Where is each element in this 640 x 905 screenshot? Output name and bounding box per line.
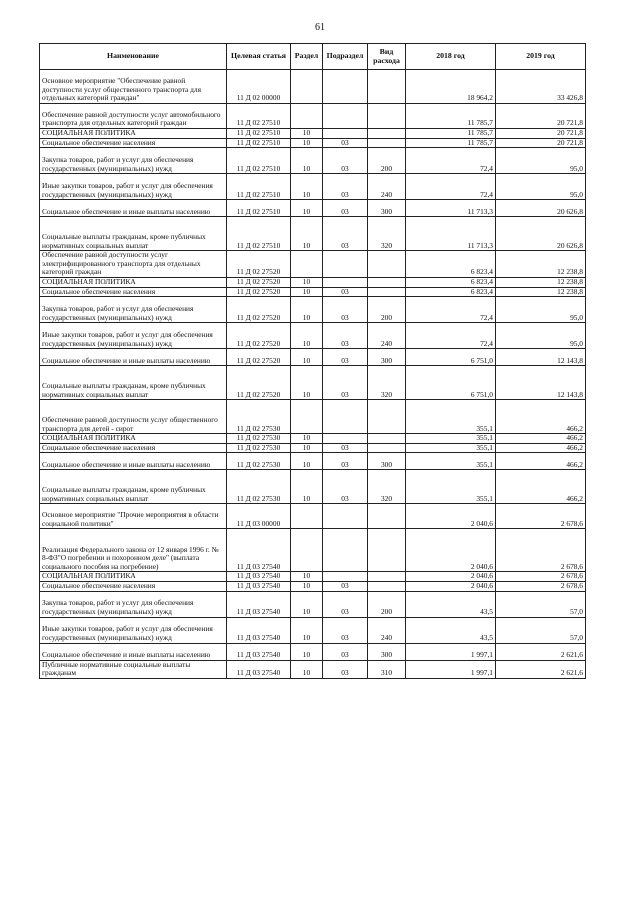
table-header-row — [40, 44, 586, 70]
header-section: Раздел — [291, 44, 323, 70]
table-row — [40, 400, 586, 434]
row-expense-type: 320 — [368, 366, 406, 400]
row-section: 10 — [291, 287, 323, 297]
row-value-2019: 12 238,8 — [496, 277, 586, 287]
row-section: 10 — [291, 349, 323, 366]
row-section: 10 — [291, 138, 323, 148]
row-value-2019: 95,0 — [496, 323, 586, 349]
row-name: Иные закупки товаров, работ и услуг для обеспечения государственных (муниципальных) нужд — [40, 617, 227, 643]
row-section: 10 — [291, 572, 323, 582]
row-value-2018: 11 713,3 — [406, 217, 496, 251]
row-expense-type — [368, 70, 406, 104]
row-expense-type — [368, 287, 406, 297]
row-expense-type — [368, 504, 406, 529]
row-article: 11 Д 03 00000 — [227, 504, 291, 529]
row-section — [291, 104, 323, 129]
row-value-2019: 2 678,6 — [496, 572, 586, 582]
row-name: Социальное обеспечение и иные выплаты населению — [40, 200, 227, 217]
row-value-2018: 1 997,1 — [406, 643, 496, 660]
row-value-2018: 6 751,0 — [406, 366, 496, 400]
row-value-2018: 43,5 — [406, 617, 496, 643]
row-name: Социальное обеспечение и иные выплаты населению — [40, 453, 227, 470]
row-value-2018: 6 751,0 — [406, 349, 496, 366]
row-article: 11 Д 02 27510 — [227, 129, 291, 139]
row-name: СОЦИАЛЬНАЯ ПОЛИТИКА — [40, 434, 227, 444]
row-name: Закупка товаров, работ и услуг для обеспечения государственных (муниципальных) нужд — [40, 148, 227, 174]
row-value-2018: 1 997,1 — [406, 660, 496, 678]
row-section: 10 — [291, 323, 323, 349]
row-section: 10 — [291, 297, 323, 323]
row-name: Социальное обеспечение населения — [40, 287, 227, 297]
table-row — [40, 148, 586, 174]
table-row — [40, 529, 586, 572]
row-article: 11 Д 02 27520 — [227, 366, 291, 400]
row-expense-type: 320 — [368, 217, 406, 251]
row-subsection — [323, 572, 368, 582]
row-expense-type: 200 — [368, 297, 406, 323]
row-subsection: 03 — [323, 217, 368, 251]
row-section: 10 — [291, 581, 323, 591]
row-section: 10 — [291, 366, 323, 400]
row-section: 10 — [291, 453, 323, 470]
row-subsection — [323, 277, 368, 287]
header-2018: 2018 год — [406, 44, 496, 70]
table-row — [40, 200, 586, 217]
row-subsection — [323, 104, 368, 129]
row-section: 10 — [291, 148, 323, 174]
row-subsection: 03 — [323, 323, 368, 349]
table-body — [40, 70, 586, 679]
row-name: Публичные нормативные социальные выплаты гражданам — [40, 660, 227, 678]
row-section — [291, 70, 323, 104]
row-value-2018: 2 040,6 — [406, 529, 496, 572]
table-row — [40, 591, 586, 617]
row-article: 11 Д 02 27530 — [227, 443, 291, 453]
row-subsection: 03 — [323, 174, 368, 200]
row-value-2019: 2 678,6 — [496, 581, 586, 591]
row-subsection: 03 — [323, 200, 368, 217]
row-article: 11 Д 02 27530 — [227, 453, 291, 470]
row-value-2019: 12 238,8 — [496, 251, 586, 278]
header-name: Наименование — [40, 44, 227, 70]
row-name: Реализация Федерального закона от 12 января 1996 г. № 8-ФЗ"О погребении и похоронном деле" (выплата социального пособия на погребение) — [40, 529, 227, 572]
row-value-2018: 18 964,2 — [406, 70, 496, 104]
table-row — [40, 251, 586, 278]
row-name: Социальные выплаты гражданам, кроме публичных нормативных социальных выплат — [40, 217, 227, 251]
row-section: 10 — [291, 174, 323, 200]
row-subsection: 03 — [323, 148, 368, 174]
row-value-2018: 355,1 — [406, 443, 496, 453]
row-expense-type: 300 — [368, 453, 406, 470]
row-name: Иные закупки товаров, работ и услуг для обеспечения государственных (муниципальных) нужд — [40, 174, 227, 200]
table-row — [40, 470, 586, 504]
row-value-2019: 20 721,8 — [496, 138, 586, 148]
row-article: 11 Д 03 27540 — [227, 591, 291, 617]
table-row — [40, 643, 586, 660]
row-value-2018: 355,1 — [406, 470, 496, 504]
row-article: 11 Д 02 27520 — [227, 251, 291, 278]
row-value-2018: 72,4 — [406, 297, 496, 323]
row-subsection — [323, 251, 368, 278]
row-name: Иные закупки товаров, работ и услуг для обеспечения государственных (муниципальных) нужд — [40, 323, 227, 349]
row-subsection: 03 — [323, 470, 368, 504]
table-row — [40, 217, 586, 251]
table-row — [40, 366, 586, 400]
row-section: 10 — [291, 443, 323, 453]
row-article: 11 Д 02 27510 — [227, 138, 291, 148]
row-section — [291, 251, 323, 278]
table-row — [40, 70, 586, 104]
row-value-2019: 2 678,6 — [496, 504, 586, 529]
row-value-2019: 33 426,8 — [496, 70, 586, 104]
row-expense-type — [368, 138, 406, 148]
row-value-2019: 20 721,8 — [496, 129, 586, 139]
row-article: 11 Д 02 27520 — [227, 287, 291, 297]
row-name: Основное мероприятие "Обеспечение равной доступности услуг общественного транспорта для отдельных категорий граждан" — [40, 70, 227, 104]
row-expense-type — [368, 434, 406, 444]
row-value-2018: 2 040,6 — [406, 572, 496, 582]
row-expense-type — [368, 251, 406, 278]
row-value-2018: 11 785,7 — [406, 104, 496, 129]
row-name: Обеспечение равной доступности услуг электрифицированного транспорта для отдельных категорий граждан — [40, 251, 227, 278]
row-name: Социальное обеспечение населения — [40, 443, 227, 453]
row-value-2019: 12 238,8 — [496, 287, 586, 297]
row-section: 10 — [291, 617, 323, 643]
row-value-2018: 6 823,4 — [406, 277, 496, 287]
row-value-2019: 57,0 — [496, 617, 586, 643]
row-article: 11 Д 03 27540 — [227, 643, 291, 660]
row-name: Социальные выплаты гражданам, кроме публичных нормативных социальных выплат — [40, 470, 227, 504]
row-expense-type: 300 — [368, 643, 406, 660]
row-subsection: 03 — [323, 617, 368, 643]
row-subsection: 03 — [323, 591, 368, 617]
row-subsection: 03 — [323, 297, 368, 323]
row-article: 11 Д 02 27530 — [227, 400, 291, 434]
row-section: 10 — [291, 129, 323, 139]
row-section — [291, 400, 323, 434]
table-row — [40, 617, 586, 643]
table-row — [40, 287, 586, 297]
row-article: 11 Д 02 27510 — [227, 217, 291, 251]
header-subsection: Подраздел — [323, 44, 368, 70]
row-name: Социальное обеспечение населения — [40, 138, 227, 148]
row-value-2019: 95,0 — [496, 297, 586, 323]
header-expense-type: Вид расхода — [368, 44, 406, 70]
row-subsection — [323, 529, 368, 572]
row-article: 11 Д 02 27530 — [227, 470, 291, 504]
row-article: 11 Д 02 27530 — [227, 434, 291, 444]
row-name: Социальное обеспечение и иные выплаты населению — [40, 349, 227, 366]
row-value-2019: 466,2 — [496, 434, 586, 444]
row-expense-type — [368, 277, 406, 287]
row-name: Закупка товаров, работ и услуг для обеспечения государственных (муниципальных) нужд — [40, 591, 227, 617]
row-subsection — [323, 70, 368, 104]
table-row — [40, 504, 586, 529]
row-article: 11 Д 02 27520 — [227, 323, 291, 349]
row-value-2019: 95,0 — [496, 148, 586, 174]
row-value-2018: 355,1 — [406, 400, 496, 434]
table-row — [40, 104, 586, 129]
row-article: 11 Д 02 27520 — [227, 277, 291, 287]
table-row — [40, 323, 586, 349]
row-section: 10 — [291, 470, 323, 504]
table-row — [40, 174, 586, 200]
row-name: Социальное обеспечение населения — [40, 581, 227, 591]
table-row — [40, 129, 586, 139]
row-value-2019: 466,2 — [496, 400, 586, 434]
row-section: 10 — [291, 200, 323, 217]
row-value-2019: 20 626,8 — [496, 217, 586, 251]
row-value-2019: 20 626,8 — [496, 200, 586, 217]
table-row — [40, 581, 586, 591]
row-article: 11 Д 03 27540 — [227, 581, 291, 591]
table-row — [40, 453, 586, 470]
row-article: 11 Д 03 27540 — [227, 572, 291, 582]
row-name: СОЦИАЛЬНАЯ ПОЛИТИКА — [40, 572, 227, 582]
row-subsection: 03 — [323, 138, 368, 148]
row-subsection: 03 — [323, 443, 368, 453]
row-subsection — [323, 400, 368, 434]
row-expense-type — [368, 400, 406, 434]
row-section: 10 — [291, 277, 323, 287]
row-expense-type: 240 — [368, 323, 406, 349]
budget-table — [39, 43, 586, 679]
row-section: 10 — [291, 591, 323, 617]
row-value-2018: 72,4 — [406, 323, 496, 349]
row-name: Закупка товаров, работ и услуг для обеспечения государственных (муниципальных) нужд — [40, 297, 227, 323]
row-expense-type: 240 — [368, 174, 406, 200]
row-name: Обеспечение равной доступности услуг общественного транспорта для детей - сирот — [40, 400, 227, 434]
row-value-2019: 2 621,6 — [496, 643, 586, 660]
table-row — [40, 138, 586, 148]
row-expense-type — [368, 529, 406, 572]
row-expense-type: 310 — [368, 660, 406, 678]
row-expense-type — [368, 443, 406, 453]
row-subsection: 03 — [323, 349, 368, 366]
row-article: 11 Д 03 27540 — [227, 617, 291, 643]
table-row — [40, 572, 586, 582]
row-section: 10 — [291, 217, 323, 251]
row-value-2018: 2 040,6 — [406, 504, 496, 529]
row-value-2018: 72,4 — [406, 148, 496, 174]
row-expense-type — [368, 581, 406, 591]
row-subsection: 03 — [323, 366, 368, 400]
row-article: 11 Д 03 27540 — [227, 660, 291, 678]
row-value-2019: 95,0 — [496, 174, 586, 200]
row-name: СОЦИАЛЬНАЯ ПОЛИТИКА — [40, 129, 227, 139]
row-value-2019: 12 143,8 — [496, 349, 586, 366]
row-expense-type: 200 — [368, 591, 406, 617]
row-value-2018: 72,4 — [406, 174, 496, 200]
row-article: 11 Д 02 27510 — [227, 174, 291, 200]
row-subsection — [323, 504, 368, 529]
row-value-2019: 57,0 — [496, 591, 586, 617]
row-value-2018: 6 823,4 — [406, 251, 496, 278]
row-expense-type: 240 — [368, 617, 406, 643]
row-value-2018: 2 040,6 — [406, 581, 496, 591]
row-subsection — [323, 129, 368, 139]
row-value-2018: 355,1 — [406, 434, 496, 444]
row-value-2018: 11 785,7 — [406, 138, 496, 148]
row-subsection: 03 — [323, 581, 368, 591]
row-subsection: 03 — [323, 660, 368, 678]
table-row — [40, 434, 586, 444]
row-value-2019: 20 721,8 — [496, 104, 586, 129]
table-row — [40, 297, 586, 323]
row-expense-type: 300 — [368, 349, 406, 366]
row-value-2018: 43,5 — [406, 591, 496, 617]
row-expense-type — [368, 104, 406, 129]
row-expense-type — [368, 129, 406, 139]
row-value-2019: 2 621,6 — [496, 660, 586, 678]
row-value-2019: 2 678,6 — [496, 529, 586, 572]
row-section: 10 — [291, 643, 323, 660]
row-expense-type: 300 — [368, 200, 406, 217]
row-article: 11 Д 02 27510 — [227, 200, 291, 217]
row-article: 11 Д 02 27510 — [227, 104, 291, 129]
row-expense-type — [368, 572, 406, 582]
row-section: 10 — [291, 434, 323, 444]
row-name: СОЦИАЛЬНАЯ ПОЛИТИКА — [40, 277, 227, 287]
row-value-2019: 466,2 — [496, 453, 586, 470]
table-row — [40, 349, 586, 366]
row-value-2018: 11 785,7 — [406, 129, 496, 139]
row-expense-type: 200 — [368, 148, 406, 174]
row-section — [291, 529, 323, 572]
row-subsection: 03 — [323, 287, 368, 297]
table-row — [40, 277, 586, 287]
row-name: Основное мероприятие "Прочие мероприятия в области социальной политики" — [40, 504, 227, 529]
page-number: 61 — [315, 22, 325, 33]
header-2019: 2019 год — [496, 44, 586, 70]
row-section — [291, 504, 323, 529]
row-article: 11 Д 03 27540 — [227, 529, 291, 572]
row-article: 11 Д 02 00000 — [227, 70, 291, 104]
row-value-2018: 355,1 — [406, 453, 496, 470]
row-article: 11 Д 02 27520 — [227, 297, 291, 323]
row-subsection — [323, 434, 368, 444]
header-article: Целевая статья — [227, 44, 291, 70]
row-article: 11 Д 02 27520 — [227, 349, 291, 366]
row-section: 10 — [291, 660, 323, 678]
row-article: 11 Д 02 27510 — [227, 148, 291, 174]
row-name: Обеспечение равной доступности услуг автомобильного транспорта для отдельных категорий граждан — [40, 104, 227, 129]
row-name: Социальные выплаты гражданам, кроме публичных нормативных социальных выплат — [40, 366, 227, 400]
row-expense-type: 320 — [368, 470, 406, 504]
table-row — [40, 443, 586, 453]
row-value-2019: 466,2 — [496, 470, 586, 504]
row-name: Социальное обеспечение и иные выплаты населению — [40, 643, 227, 660]
table-row — [40, 660, 586, 678]
row-value-2019: 12 143,8 — [496, 366, 586, 400]
row-value-2018: 6 823,4 — [406, 287, 496, 297]
row-value-2018: 11 713,3 — [406, 200, 496, 217]
row-value-2019: 466,2 — [496, 443, 586, 453]
row-subsection: 03 — [323, 453, 368, 470]
row-subsection: 03 — [323, 643, 368, 660]
